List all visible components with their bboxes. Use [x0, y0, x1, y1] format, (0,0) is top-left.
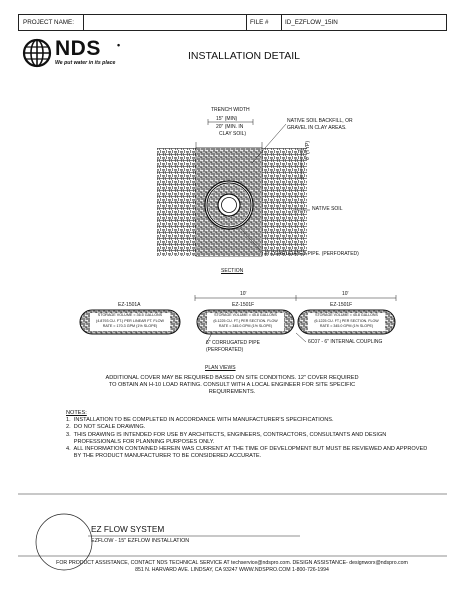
min-width-label: 15" (MIN) [216, 116, 238, 122]
native-soil-label: NATIVE SOIL [312, 206, 343, 212]
plan-pipe-label-1: 6" CORRUGATED PIPE [206, 340, 260, 346]
unit-spec: STORAGE VOLUME = 45.8 GALLONS (6.1225 CU. FT.) PER SECTION. FLOW RATE = 345.0 GPM (1% SLOPE) [213, 313, 278, 329]
note-item: 4. ALL INFORMATION CONTAINED HEREIN WAS CURRENT AT THE TIME OF DEVELOPMENT BUT MUST BE REVIEWED AND APPROVED [66, 446, 428, 453]
note-item: 1. INSTALLATION TO BE COMPLETED IN ACCORDANCE WITH MANUFACTURER'S SPECIFICATIONS. [66, 417, 334, 424]
plan-dim-2: 10' [342, 291, 349, 297]
logo-tagline: We put water in its place [55, 60, 116, 66]
plan-dim-1: 10' [240, 291, 247, 297]
footer-line-2: 851 N. HARVARD AVE. LINDSAY, CA 93247 WWW.NDSPRO.COM 1-800-726-1994 [135, 566, 329, 573]
coupling-label: 6C07 - 6" INTERNAL COUPLING [308, 339, 383, 345]
footer-contact [0, 560, 464, 573]
note-item: 2. DO NOT SCALE DRAWING. [66, 424, 146, 431]
note-item: BY THE PRODUCT MANUFACTURER TO BE CONSIDERED ACCURATE. [66, 453, 262, 460]
notes-section [66, 410, 427, 460]
backfill-label-1: NATIVE SOIL BACKFILL, OR [287, 118, 353, 124]
unit-code: EZ-1501A [118, 302, 141, 308]
logo-wordmark: NDS [55, 37, 101, 60]
file-number-value: ID_EZFLOW_15IN [285, 19, 338, 26]
section-caption: SECTION [221, 268, 244, 274]
plan-pipe-label-2: (PERFORATED) [206, 347, 244, 353]
footer-line-1: FOR PRODUCT ASSISTANCE, CONTACT NDS TECHNICAL SERVICE AT techservice@ndspro.com. DESIGN ASSISTANCE- designworx@ndspro.com [56, 560, 408, 566]
backfill-label-2: GRAVEL IN CLAY AREAS. [287, 125, 347, 131]
pipe-label: 6" CORRUGATED PIPE. (PERFORATED) [265, 251, 359, 257]
typ-label: 6" (TYP) [305, 141, 311, 160]
project-name-label: PROJECT NAME: [23, 19, 74, 26]
unit-spec: STORAGE VOLUME = 45.8 GALLONS (6.1225 CU. FT.) PER SECTION. FLOW RATE = 345.0 GPM (1% SLOPE) [314, 313, 379, 329]
file-number-label: FILE # [250, 19, 269, 26]
system-subtitle: EZFLOW - 15" EZFLOW INSTALLATION [91, 538, 190, 544]
note-item: 3. THIS DRAWING IS INTENDED FOR USE BY ARCHITECTS, ENGINEERS, CONTRACTORS, CONSULTANTS AND DESIGN [66, 431, 387, 438]
cover-note: ADDITIONAL COVER MAY BE REQUIRED BASED ON SITE CONDITIONS. 12" COVER REQUIRED TO OBTAIN AN H-10 LOAD RATING. CONSULT WITH A LOCAL ENGINEER FOR SITE SPECIFIC REQUIREMENTS. [105, 375, 359, 396]
unit-code: EZ-1501F [330, 302, 353, 308]
page-title: INSTALLATION DETAIL [187, 50, 301, 62]
unit-code: EZ-1501F [232, 302, 255, 308]
system-title: EZ FLOW SYSTEM [91, 524, 165, 534]
plan-views-caption: PLAN VIEWS [205, 365, 236, 371]
clay-width-label-1: 20" (MIN. IN [216, 124, 244, 130]
unit-spec: STORAGE VOLUME = 36.5 GALLONS (4.8793 CU. FT.) PER LINEAR FT. FLOW RATE = 170.3 GPM (1% SLOPE) [95, 313, 165, 329]
note-item: PROFESSIONALS FOR PLANNING PURPOSES ONLY. [66, 438, 215, 445]
trench-width-label: TRENCH WIDTH [211, 107, 250, 113]
logo-mark: • [117, 40, 121, 50]
clay-width-label-2: CLAY SOIL) [219, 131, 247, 137]
notes-heading: NOTES: [66, 410, 87, 416]
